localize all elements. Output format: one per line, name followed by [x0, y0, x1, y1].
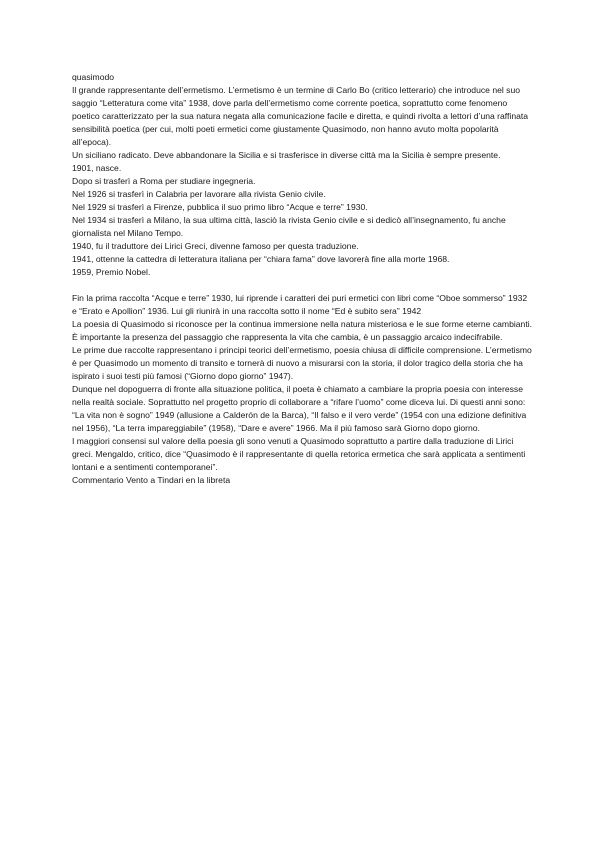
- bio-line: Nel 1934 si trasferì a Milano, la sua ultima città, lasciò la rivista Genio civile e si dedicò all’insegnamento, fu anche giornalista nel Milano Tempo.: [72, 215, 506, 238]
- document-page: [72, 71, 532, 487]
- intro-paragraph: Il grande rappresentante dell’ermetismo. L’ermetismo è un termine di Carlo Bo (critico letterario) che introduce nel suo saggio “Letteratura come vita” 1938, dove parla dell’ermetismo come corrente poetica, soprattutto come fenomeno poetico caratterizzato per la sua natura negata alla comunicazione facile e diretta, e quindi rivolta a lettori d’una raffinata sensibilità poetica (per cui, molti poeti ermetici come giustamente Quasimodo, non hanno avuto molta popolarità all’epoca).: [72, 85, 529, 147]
- bio-line: Nel 1926 si trasferì in Calabria per lavorare alla rivista Genio civile.: [72, 189, 326, 199]
- document-title: quasimodo: [72, 72, 115, 82]
- bio-line: Un siciliano radicato. Deve abbandonare la Sicilia e si trasferisce in diverse città ma la Sicilia è sempre presente.: [72, 150, 501, 160]
- paragraph-ermetismo: Le prime due raccolte rappresentano i principi teorici dell’ermetismo, poesia chiusa di difficile comprensione. L’ermetismo è per Quasimodo un momento di transito e tornerà di nuovo a misurarsi con la storia, il dolor tragico della storia che ha ispirato i suoi testi più famosi (“Giorno dopo giorno” 1947).: [72, 345, 532, 381]
- paragraph-natura: La poesia di Quasimodo si riconosce per la continua immersione nella natura misteriosa e le sue forme eterne cambianti. È importante la presenza del passaggio che rappresenta la vita che cambia, è un passaggio arcaico indecifrabile.: [72, 319, 533, 342]
- bio-line: 1941, ottenne la cattedra di letteratura italiana per “chiara fama” dove lavorerà fine alla morte 1968.: [72, 254, 450, 264]
- paragraph-dopoguerra: Dunque nel dopoguerra di fronte alla situazione politica, il poeta è chiamato a cambiare la propria poesia con interesse nella realtà sociale. Soprattutto nel progetto proprio di collaborare a “rifare l’uomo” come diceva lui. Di questi anni sono: “La vita non è sogno” 1949 (allusione a Calderón de la Barca), “Il falso e il vero verde” (1954 con una edizione definitiva nel 1956), “La terra impareggiabile” (1958), “Dare e avere” 1966. Ma il più famoso sarà Giorno dopo giorno.: [72, 384, 527, 433]
- bio-line: Nel 1929 si trasferì a Firenze, pubblica il suo primo libro “Acque e terre” 1930.: [72, 202, 368, 212]
- bio-line: Dopo si trasferì a Roma per studiare ingegneria.: [72, 176, 256, 186]
- paragraph-consensi: I maggiori consensi sul valore della poesia gli sono venuti a Quasimodo soprattutto a partire dalla traduzione di Lirici greci. Mengaldo, critico, dice “Quasimodo è il rappresentante di quella retorica ermetica che sarà applicata a sentimenti lontani e a sentimenti contemporanei”.: [72, 436, 526, 472]
- bio-line: 1940, fu il traduttore dei Lirici Greci, divenne famoso per questa traduzione.: [72, 241, 359, 251]
- footer-note: Commentario Vento a Tindari en la libreta: [72, 475, 231, 485]
- biography-section: [72, 149, 532, 279]
- bio-line: 1959, Premio Nobel.: [72, 267, 151, 277]
- bio-line: 1901, nasce.: [72, 163, 122, 173]
- paragraph-raccolte: Fin la prima raccolta “Acque e terre” 1930, lui riprende i caratteri dei puri ermetici con libri come “Oboe sommerso” 1932 e “Erato e Apollion” 1936. Lui gli riunirà in una raccolta sotto il nome “Ed è subito sera” 1942: [72, 293, 528, 316]
